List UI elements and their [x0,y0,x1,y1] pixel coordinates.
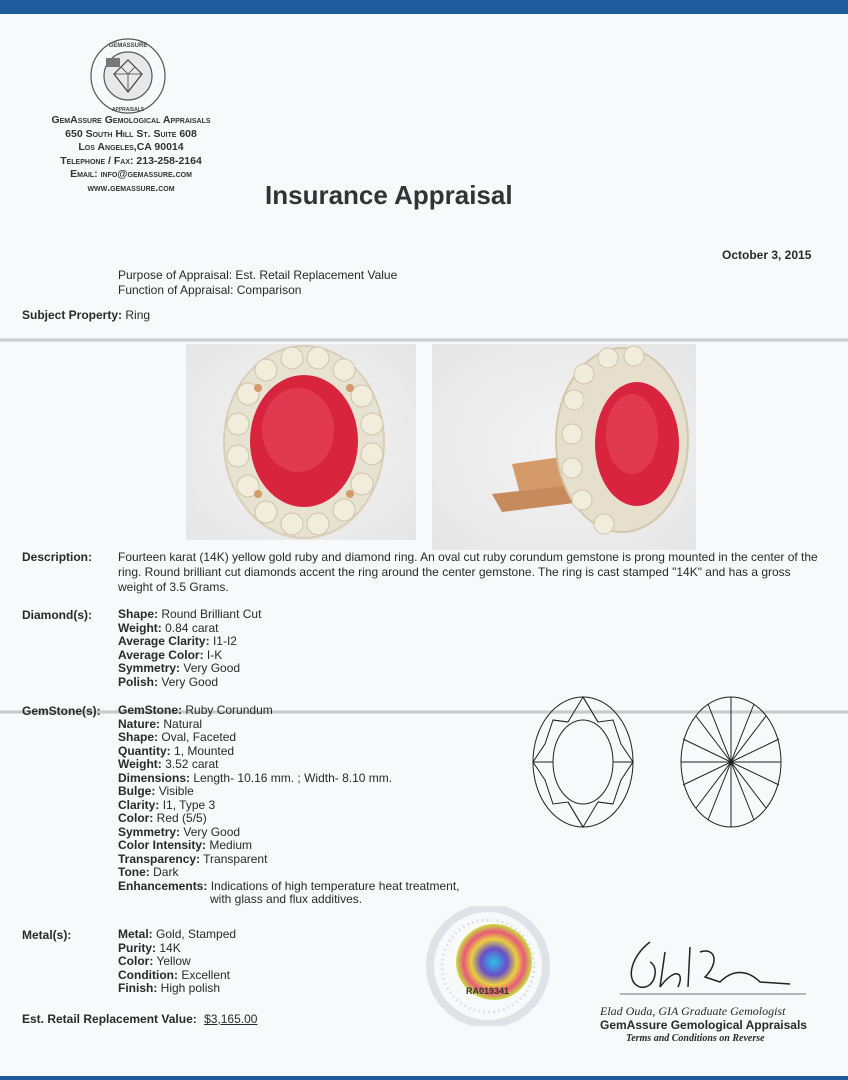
signature-company: GemAssure Gemological Appraisals [600,1018,807,1032]
company-address-line2: Los Angeles,CA 90014 [78,141,184,153]
gemstone-field-row: Dimensions: Length- 10.16 mm. ; Width- 8.10 mm. [118,770,393,785]
diamond-field-row: Symmetry: Very Good [118,661,241,675]
gemstone-field-row: Tone: Dark [118,865,179,879]
hologram-id: RA019341 [466,986,510,996]
company-email: Email: info@gemassure.com [70,168,192,180]
gemstone-field-row: Nature: Natural [118,716,203,731]
diamond-field-row: Shape: Round Brilliant Cut [118,607,262,621]
gemassure-seal-logo [88,36,168,116]
gemstone-field-row: Bulge: Visible [118,784,194,798]
metal-field-row: Purity: 14K [118,940,181,955]
metal-field-row: Metal: Gold, Stamped [118,927,237,941]
gemstone-field-row: Symmetry: Very Good [118,824,241,839]
appraisal-date: October 3, 2015 [722,248,812,262]
hologram-seal [408,906,568,1026]
oval-pavilion-diagram [678,694,784,830]
gemstone-field-row: Clarity: I1, Type 3 [118,797,216,812]
appraisal-document [0,14,848,1076]
svg-text:APPRAISALS: APPRAISALS [111,107,145,113]
gemstone-details [118,704,460,907]
diamond-field-row: Polish: Very Good [118,674,219,689]
diamonds-details [118,608,261,689]
diamonds-label: Diamond(s): [22,608,92,622]
gemstone-field-row: Shape: Oval, Faceted [118,730,237,744]
retail-value [22,1012,257,1026]
company-name: GemAssure Gemological Appraisals [51,114,211,126]
svg-text:GEMASSURE: GEMASSURE [108,43,148,49]
company-phone: Telephone / Fax: 213-258-2164 [60,154,202,167]
description-text: Fourteen karat (14K) yellow gold ruby and diamond ring. An oval cut ruby corundum gemstone is prong mounted in the center of the ring. Round brilliant cut diamonds accent the ring around the center gemstone. The ring is cast stamped "14K" and has a gross weight of 3.5 Grams. [118,550,818,594]
metal-field-row: Condition: Excellent [118,967,231,982]
gemstone-field-row: Weight: 3.52 carat [118,757,219,771]
gemstones-label: GemStone(s): [22,704,101,718]
gemstone-field-row: Color: Red (5/5) [118,811,207,825]
gemstone-field-row: Color Intensity: Medium [118,838,253,852]
subject-property-label: Subject Property: [22,308,123,322]
company-website: www.gemassure.com [87,181,175,194]
ring-photo-side [432,344,696,550]
diamond-field-row: Average Clarity: I1-I2 [118,634,237,648]
subject-property-value: Ring [125,308,151,322]
enhancements-continued: with glass and flux additives. [210,892,363,906]
retail-value-amount: $3,165.00 [204,1012,258,1026]
terms-link[interactable]: Terms and Conditions on Reverse [626,1033,765,1044]
diamond-field-row: Average Color: I-K [118,647,223,662]
description-label: Description: [22,550,93,564]
purpose-of-appraisal: Purpose of Appraisal: Est. Retail Replacement Value [118,268,398,282]
document-title: Insurance Appraisal [265,180,513,210]
gemstone-field-row: Transparency: Transparent [118,851,268,866]
metals-label: Metal(s): [22,928,72,942]
retail-value-label: Est. Retail Replacement Value: [22,1012,197,1026]
gemstone-field-row: GemStone: Ruby Corundum [118,703,273,717]
diamond-field-row: Weight: 0.84 carat [118,620,219,635]
gemstone-field-row: Enhancements: Indications of high temperature heat treatment, [118,878,460,893]
metal-field-row: Color: Yellow [118,954,191,968]
company-header [0,114,262,195]
subject-property [22,308,150,322]
signature-graphic [620,932,810,1002]
metal-field-row: Finish: High polish [118,981,221,995]
ring-photo-front [186,344,416,540]
function-of-appraisal: Function of Appraisal: Comparison [118,283,302,297]
company-address-line1: 650 South Hill St. Suite 608 [65,127,197,140]
oval-crown-diagram [530,694,636,830]
gemologist-name: Elad Ouda, GIA Graduate Gemologist [600,1004,786,1018]
metal-details [118,928,236,996]
gemstone-field-row: Quantity: 1, Mounted [118,743,235,758]
staple-strip [0,338,848,342]
